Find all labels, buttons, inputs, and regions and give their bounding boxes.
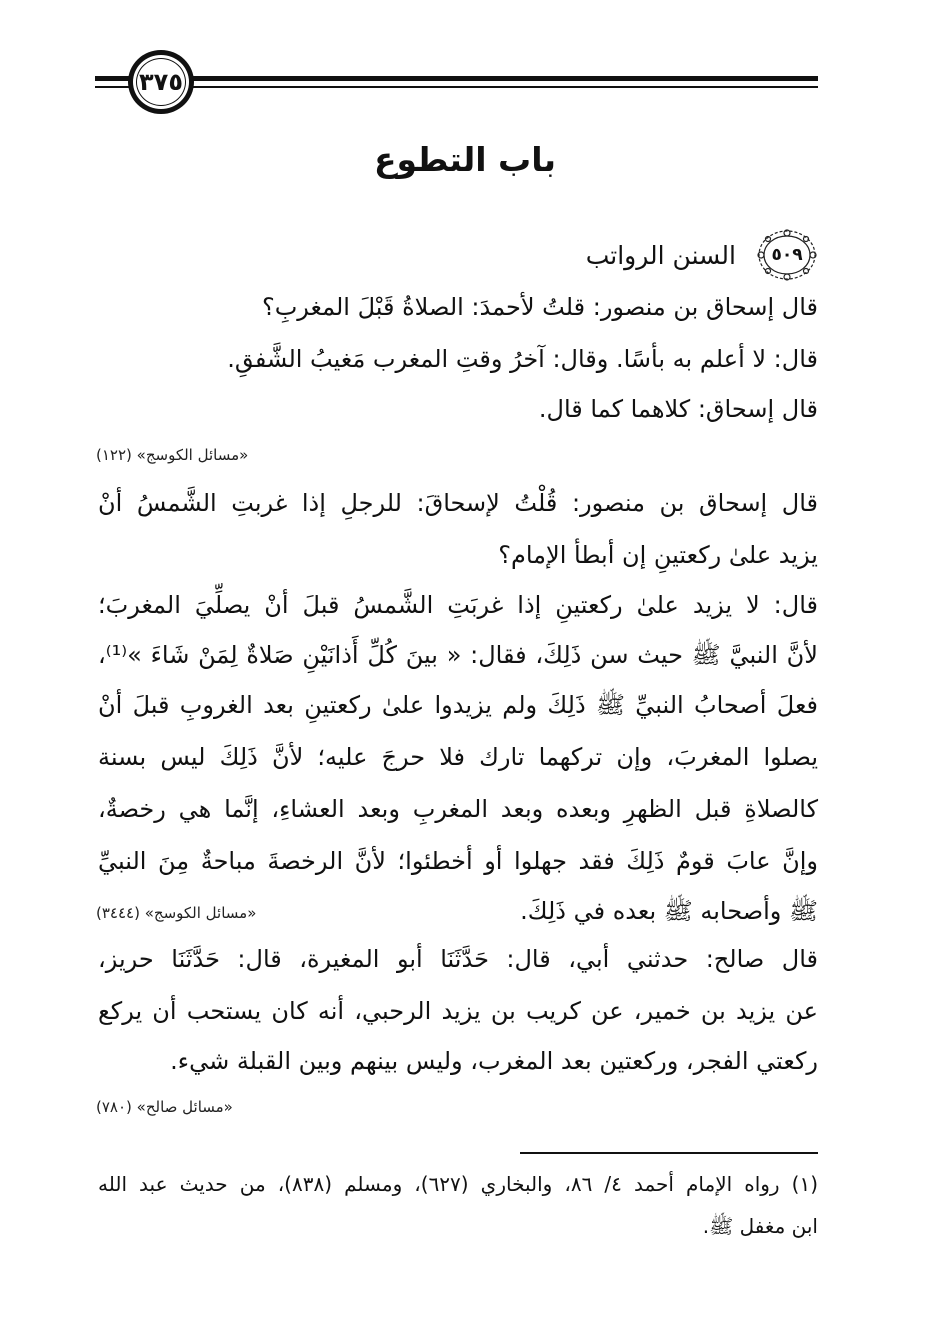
source-reference: «مسائل الكوسج» (٣٤٤٤) — [96, 904, 257, 922]
text-line: كالصلاةِ قبل الظهرِ وبعده وبعد المغربِ وبعد العشاءِ، إنَّما هي رخصةٌ، — [98, 795, 818, 823]
text-line: قال: لا أعلم به بأسًا. وقال: آخرُ وقتِ المغرب مَغيبُ الشَّفقِ. — [227, 345, 818, 373]
text-line: عن يزيد بن خمير، عن كريب بن يزيد الرحبي، أنه كان يستحب أن يركع — [98, 997, 818, 1025]
page-number: ٣٧٥ — [139, 68, 183, 96]
section-number-badge — [756, 228, 818, 282]
chapter-title: باب التطوع — [374, 140, 556, 179]
text-line: لأنَّ النبيَّ ﷺ حيث سن ذَلِكَ، فقال: « بينَ كُلِّ أَذانَيْنِ صَلاةٌ لِمَنْ شَاءَ »⁽¹⁾، — [98, 641, 818, 669]
text-line: يزيد علىٰ ركعتينِ إن أبطأ الإمام؟ — [498, 541, 818, 569]
text-line: قال إسحاق: كلاهما كما قال. — [538, 395, 818, 423]
footnote-divider — [520, 1152, 818, 1154]
text-line: قال صالح: حدثني أبي، قال: حَدَّثَنَا أبو المغيرة، قال: حَدَّثَنَا حريز، — [98, 945, 818, 973]
text-line: قال: لا يزيد علىٰ ركعتينِ إذا غربَتِ الشَّمسُ قبلَ أنْ يصلِّيَ المغربَ؛ — [98, 591, 818, 619]
text-line: فعلَ أصحابُ النبيِّ ﷺ ذَلِكَ ولم يزيدوا علىٰ ركعتينِ بعد الغروبِ قبلَ أنْ — [98, 691, 818, 719]
text-line: ﷺ وأصحابه ﷺ بعده في ذَلِكَ. — [520, 897, 818, 925]
section-heading — [586, 228, 818, 282]
text-line: قال إسحاق بن منصور: قلتُ لأحمدَ: الصلاةُ قَبْلَ المغربِ؟ — [261, 293, 818, 321]
source-reference: «مسائل الكوسج» (١٢٢) — [96, 446, 249, 464]
footnote-line: (١) رواه الإمام أحمد ٤/ ٨٦، والبخاري (٦٢٧)، ومسلم (٨٣٨)، من حديث عبد الله — [98, 1172, 818, 1196]
header-rule-left-thick — [95, 76, 130, 81]
text-line: قال إسحاق بن منصور: قُلْتُ لإسحاقَ: للرجلِ إذا غربتِ الشَّمسُ أنْ — [98, 489, 818, 517]
text-line: ركعتي الفجر، وركعتين بعد المغرب، وليس بينهم وبين القبلة شيء. — [170, 1047, 818, 1075]
footnote-line: ابن مغفل ﷺ. — [702, 1214, 818, 1238]
source-reference: «مسائل صالح» (٧٨٠) — [96, 1098, 233, 1116]
section-title: السنن الرواتب — [585, 240, 736, 270]
text-line: وإنَّ عابَ قومٌ ذَلِكَ فقد جهلوا أو أخطئوا؛ لأنَّ الرخصةَ مباحةٌ مِنَ النبيِّ — [98, 847, 818, 875]
header-rule-thin — [190, 86, 818, 88]
page-number-badge — [128, 50, 194, 114]
header-rule-left-thin — [95, 86, 130, 88]
text-line: يصلوا المغربَ، وإن تركهما تارك فلا حرجَ عليه؛ لأنَّ ذَلِكَ ليس بسنة — [98, 743, 818, 771]
section-number: ٥٠٩ — [771, 245, 803, 265]
header-rule-thick — [190, 76, 818, 81]
